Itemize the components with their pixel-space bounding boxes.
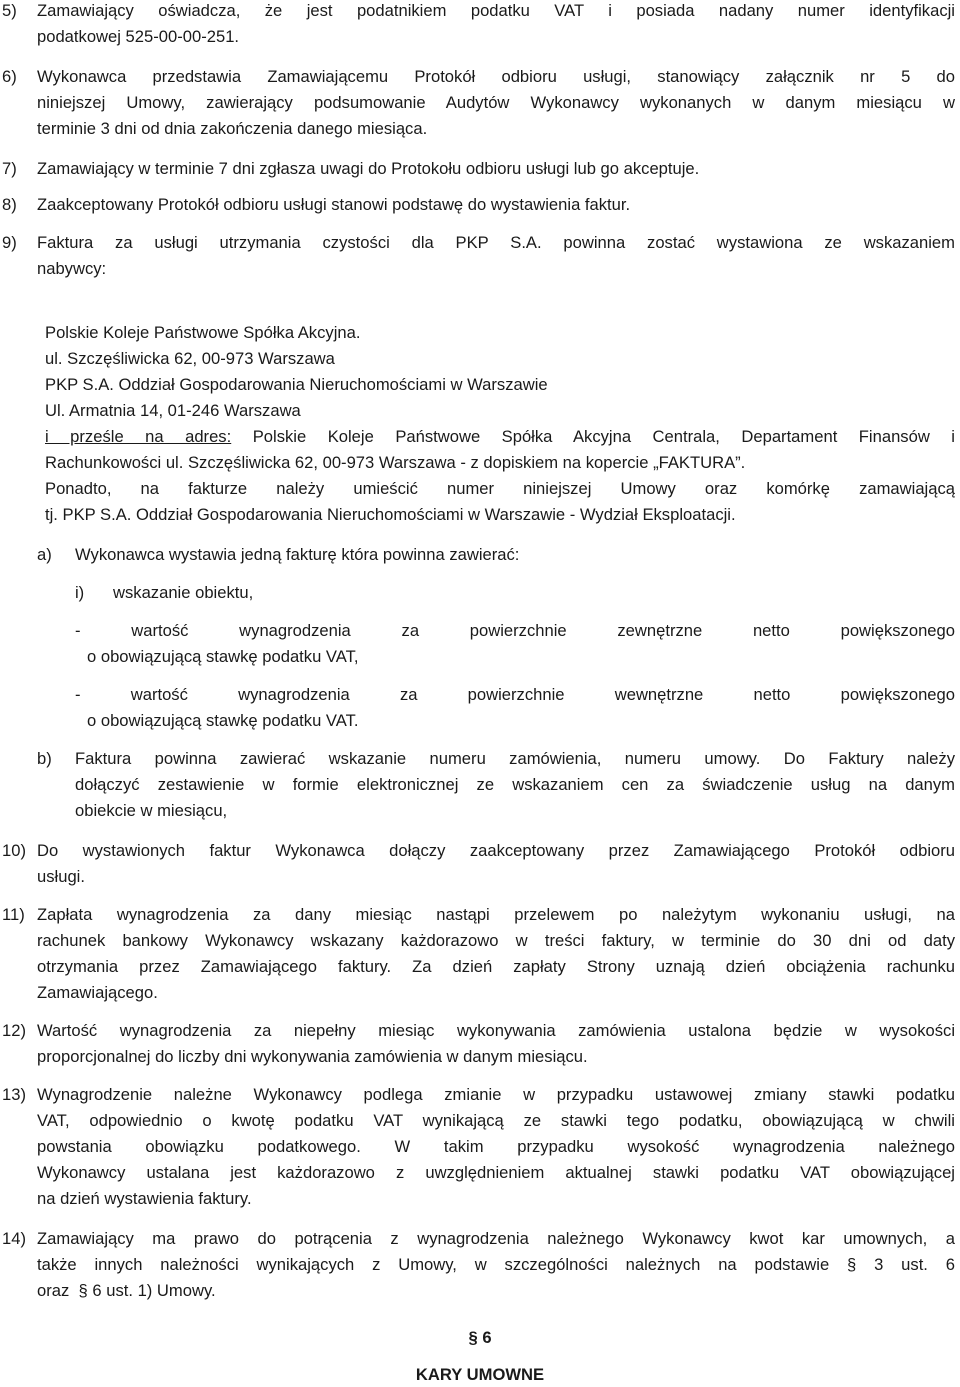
- paragraph-ref-2: 6 ust. 1) Umowy.: [92, 1281, 216, 1300]
- item-5-line-1: Zamawiający oświadcza, że jest podatnikiem podatku VAT i posiada nadany numer identyfikacji: [37, 1, 955, 20]
- address-line-1: Polskie Koleje Państwowe Spółka Akcyjna.: [45, 323, 361, 342]
- item-13-line-1: Wynagrodzenie należne Wykonawcy podlega zmianie w przypadku ustawowej zmiany stawki podatku: [37, 1085, 955, 1104]
- address-line-4: Ul. Armatnia 14, 01-246 Warszawa: [45, 401, 301, 420]
- item-label-6: 6): [2, 67, 17, 86]
- item-14-line-2: [37, 1255, 955, 1275]
- item-14-line-2-text: także innych należności wynikających z Umowy, w szczególności należnych na podstawie: [37, 1255, 830, 1274]
- sub-b-line-1: Faktura powinna zawierać wskazanie numeru zamówienia, numeru umowy. Do Faktury należy: [75, 749, 955, 768]
- item-5-line-2: podatkowej 525-00-00-251.: [37, 27, 240, 46]
- sub-b-line-2: dołączyć zestawienie w formie elektronicznej ze wskazaniem cen za świadczenie usług na danym: [75, 775, 955, 794]
- dash-item-2-line-1: - wartość wynagrodzenia za powierzchnie wewnętrzne netto powiększonego: [75, 685, 955, 704]
- item-14-line-1: Zamawiający ma prawo do potrącenia z wynagrodzenia należnego Wykonawcy kwot kar umownych, a: [37, 1229, 955, 1248]
- item-12-line-2: proporcjonalnej do liczby dni wykonywania zamówienia w danym miesiącu.: [37, 1047, 588, 1066]
- address-line-3: PKP S.A. Oddział Gospodarowania Nieruchomościami w Warszawie: [45, 375, 548, 394]
- item-13-line-4: Wykonawcy ustalana jest każdorazowo z uwzględnieniem aktualnej stawki podatku VAT obowiązującej: [37, 1163, 955, 1182]
- dash-item-1-line-1: - wartość wynagrodzenia za powierzchnie zewnętrzne netto powiększonego: [75, 621, 955, 640]
- item-10-line-1: Do wystawionych faktur Wykonawca dołączy zaakceptowany przez Zamawiającego Protokół odbioru: [37, 841, 955, 860]
- item-label-14: 14): [2, 1229, 26, 1248]
- dash-item-2-line-2: o obowiązującą stawkę podatku VAT.: [87, 711, 359, 730]
- item-label-10: 10): [2, 841, 26, 860]
- item-14-line-3: [37, 1281, 216, 1301]
- item-13-line-5: na dzień wystawienia faktury.: [37, 1189, 252, 1208]
- sub-b-line-3: obiekcie w miesiącu,: [75, 801, 228, 820]
- item-11-line-3: otrzymania przez Zamawiającego faktury. Za dzień zapłaty Strony uznają dzień obciążenia rachunku: [37, 957, 955, 976]
- sub-label-b: b): [37, 749, 52, 768]
- dash-item-1-line-2: o obowiązującą stawkę podatku VAT,: [87, 647, 359, 666]
- item-6-line-2: niniejszej Umowy, zawierający podsumowanie Audytów Wykonawcy wykonanych w danym miesiącu w: [37, 93, 955, 112]
- item-label-12: 12): [2, 1021, 26, 1040]
- item-13-line-2: VAT, odpowiednio o kwotę podatku VAT wynikającą ze stawki tego podatku, obowiązującą w chwili: [37, 1111, 955, 1130]
- paragraph-symbol-ref-2: §: [78, 1281, 88, 1300]
- send-address-line-1: [45, 427, 955, 447]
- item-7-line-1: Zamawiający w terminie 7 dni zgłasza uwagi do Protokołu odbioru usługi lub go akceptuje.: [37, 159, 700, 178]
- section-heading-number: [380, 1328, 580, 1348]
- send-address-prefix: i prześle na adres:: [45, 427, 232, 446]
- item-12-line-1: Wartość wynagrodzenia za niepełny miesiąc wykonywania zamówienia ustalona będzie w wysokości: [37, 1021, 955, 1040]
- item-label-5: 5): [2, 1, 17, 20]
- send-address-line-2: Rachunkowości ul. Szczęśliwicka 62, 00-973 Warszawa - z dopiskiem na kopercie „FAKTURA”.: [45, 453, 746, 472]
- item-11-line-1: Zapłata wynagrodzenia za dany miesiąc nastąpi przelewem po należytym wykonaniu usługi, na: [37, 905, 955, 924]
- sub-i-text: wskazanie obiektu,: [113, 583, 254, 602]
- item-11-line-2: rachunek bankowy Wykonawcy wskazany każdorazowo w treści faktury, w terminie do 30 dni od daty: [37, 931, 955, 950]
- paragraph-ref-1: 3 ust. 6: [874, 1255, 955, 1274]
- item-13-line-3: powstania obowiązku podatkowego. W takim przypadku wysokość wynagrodzenia należnego: [37, 1137, 955, 1156]
- item-label-7: 7): [2, 159, 17, 178]
- section-title: KARY UMOWNE: [415, 1365, 545, 1384]
- section-symbol: §: [468, 1328, 478, 1347]
- invoice-note-line-2: tj. PKP S.A. Oddział Gospodarowania Nieruchomościami w Warszawie - Wydział Eksploatacji.: [45, 505, 736, 524]
- sub-a-text: Wykonawca wystawia jedną fakturę która powinna zawierać:: [75, 545, 520, 564]
- item-label-8: 8): [2, 195, 17, 214]
- item-9-line-1: Faktura za usługi utrzymania czystości dla PKP S.A. powinna zostać wystawiona ze wskazaniem: [37, 233, 955, 252]
- sub-label-a: a): [37, 545, 52, 564]
- send-address-rest: Polskie Koleje Państwowe Spółka Akcyjna Centrala, Departament Finansów i: [252, 427, 955, 446]
- section-number: 6: [482, 1328, 492, 1347]
- item-14-line-3-text: oraz: [37, 1281, 70, 1300]
- item-11-line-4: Zamawiającego.: [37, 983, 158, 1002]
- invoice-note-line-1: Ponadto, na fakturze należy umieścić numer niniejszej Umowy oraz komórkę zamawiającą: [45, 479, 955, 498]
- item-8-line-1: Zaakceptowany Protokół odbioru usługi stanowi podstawę do wystawienia faktur.: [37, 195, 631, 214]
- item-label-11: 11): [2, 905, 25, 924]
- item-6-line-3: terminie 3 dni od dnia zakończenia danego miesiąca.: [37, 119, 428, 138]
- item-6-line-1: Wykonawca przedstawia Zamawiającemu Protokół odbioru usługi, stanowiący załącznik nr 5 do: [37, 67, 955, 86]
- address-line-2: ul. Szczęśliwicka 62, 00-973 Warszawa: [45, 349, 335, 368]
- item-label-13: 13): [2, 1085, 26, 1104]
- item-10-line-2: usługi.: [37, 867, 85, 886]
- item-9-line-2: nabywcy:: [37, 259, 107, 278]
- paragraph-symbol-ref-1: §: [847, 1255, 857, 1274]
- item-label-9: 9): [2, 233, 17, 252]
- sub-label-i: i): [75, 583, 85, 602]
